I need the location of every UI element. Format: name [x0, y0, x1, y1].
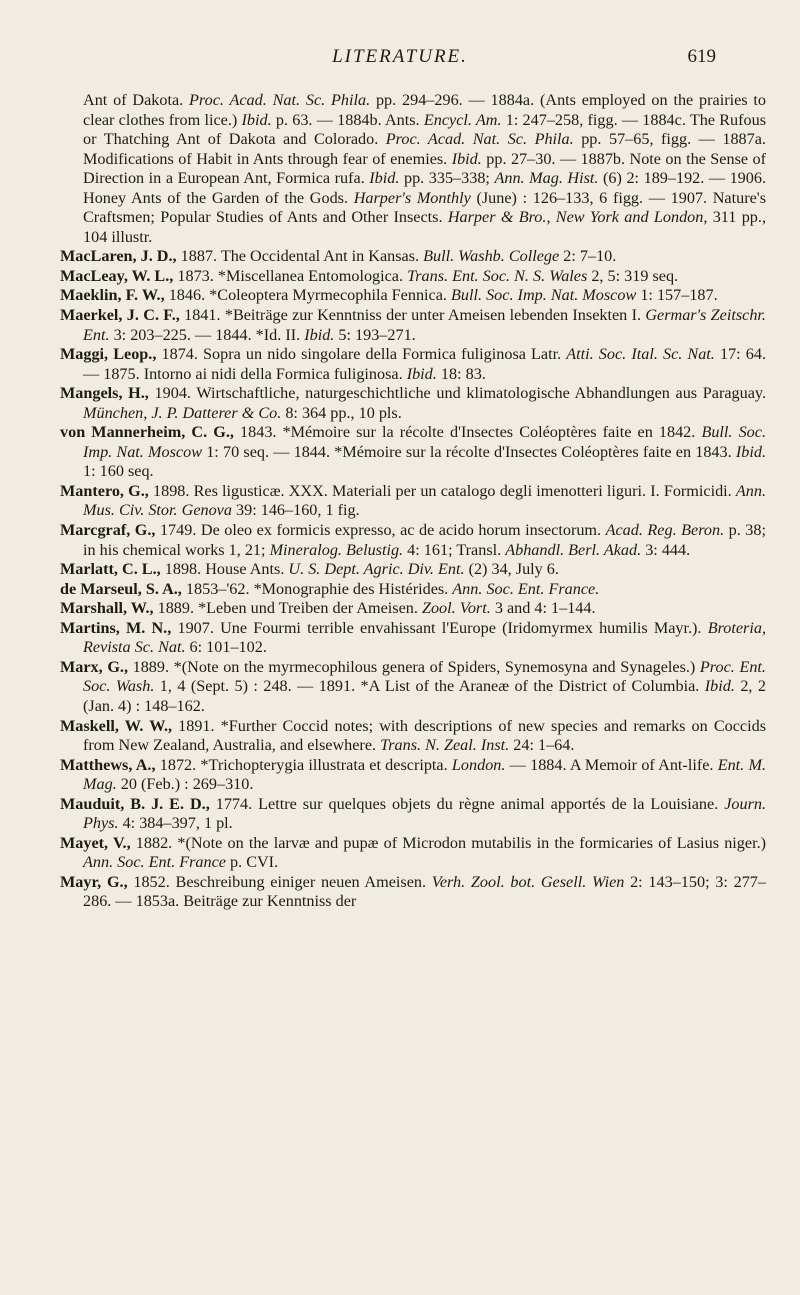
entry-source-title: Encycl. Am.: [423, 110, 502, 129]
entry-text: pp. 27–30. — 1887b. Note on the Sense of Direction in a European Ant, Formica rufa.: [83, 149, 766, 188]
entry-source-title: Trans. Ent. Soc. N. S. Wales: [407, 266, 588, 285]
entry-text: 1874. Sopra un nido singolare della Formica fuliginosa Latr.: [156, 345, 567, 364]
entry-source-title: Ann. Soc. Ent. France: [83, 853, 226, 872]
entry-text: 1843. *Mémoire sur la récolte d'Insectes Coléoptères faite en 1842.: [233, 423, 702, 442]
entry-source-title: Ibid.: [369, 169, 400, 188]
entry-text: 1: 160 seq.: [83, 462, 154, 481]
entry-source-title: Acad. Reg. Beron.: [605, 521, 725, 540]
entry-text: 1852. Beschreibung einiger neuen Ameisen.: [127, 872, 432, 891]
entry-text: pp. 294–296. — 1884a. (Ants employed on the prairies to clear clothes from lice.): [83, 91, 766, 129]
entry-text: 1889. *(Note on the myrmecophilous genera of Spiders, Synemosyna and Synageles.): [128, 657, 700, 676]
entry-source-title: Broteria, Revista Sc. Nat.: [83, 618, 766, 657]
entry-source-title: Ibid.: [241, 110, 272, 129]
entry-text: 1846. *Coleoptera Myrmecophila Fennica.: [164, 286, 452, 305]
entry-text: 311 pp., 104 illustr.: [83, 208, 766, 246]
entry-text: p. 63. — 1884b. Ants.: [271, 110, 424, 129]
entry-text: 2, 5: 319 seq.: [587, 266, 679, 285]
entry-author: Maerkel, J. C. F.,: [60, 306, 180, 325]
entry-text: pp. 57–65, figg. — 1887a. Modifications of Habit in Ants through fear of enemies.: [83, 130, 766, 168]
bibliography-entry: [60, 756, 766, 795]
bibliography-entry: [60, 521, 766, 560]
bibliography-entry: [60, 560, 766, 580]
entry-author: MacLeay, W. L.,: [60, 266, 174, 285]
entry-source-title: Ibid.: [735, 442, 766, 461]
entry-text: 1898. Res ligusticæ. XXX. Materiali per un catalogo degli imenotteri liguri. I. Formicidi.: [148, 481, 736, 500]
entry-text: (2) 34, July 6.: [464, 560, 559, 579]
entry-source-title: Proc. Ent. Soc. Wash.: [83, 657, 766, 696]
bibliography-entry: [60, 599, 766, 619]
bibliography-entry: [60, 658, 766, 717]
entry-source-title: Verh. Zool. bot. Gesell. Wien: [431, 872, 625, 891]
entry-source-title: Ibid.: [304, 325, 335, 344]
bibliography-entry: [60, 482, 766, 521]
entry-author: Marcgraf, G.,: [60, 521, 156, 540]
entry-source-title: London.: [451, 755, 506, 774]
entry-text: 1872. *Trichopterygia illustrata et descripta.: [155, 755, 452, 774]
entry-text: 24: 1–64.: [509, 736, 575, 755]
entry-text: 1: 157–187.: [636, 286, 718, 305]
entry-source-title: Harper's Monthly: [353, 188, 471, 207]
bibliography-entry: [60, 345, 766, 384]
bibliography-entry: [60, 717, 766, 756]
entry-author: Mangels, H.,: [60, 384, 149, 403]
entry-author: Maeklin, F. W.,: [60, 286, 165, 305]
entry-source-title: Bull. Soc. Imp. Nat. Moscow: [451, 286, 637, 305]
entry-text: 1898. House Ants.: [160, 560, 289, 579]
bibliography-entry: [60, 286, 766, 306]
entry-text: 4: 384–397, 1 pl.: [118, 814, 233, 833]
entry-author: MacLaren, J. D.,: [60, 247, 177, 266]
bibliography-entry: [60, 580, 766, 600]
entry-author: Mantero, G.,: [60, 481, 149, 500]
bibliography-entry: [60, 619, 766, 658]
bibliography-entry: [60, 423, 766, 482]
entry-text: 1889. *Leben und Treiben der Ameisen.: [153, 599, 422, 618]
entry-text: 1853–'62. *Monographie des Histérides.: [181, 579, 453, 598]
entry-text: 1904. Wirtschaftliche, naturgeschichtliche und klimatologische Abhandlungen aus Paraguay.: [148, 384, 766, 403]
entry-text: 2: 143–150; 3: 277–286. — 1853a. Beiträge zur Kenntniss der: [83, 872, 766, 911]
bibliography-entry: [60, 873, 766, 912]
entry-source-title: Ibid.: [704, 677, 735, 696]
entry-source-title: Proc. Acad. Nat. Sc. Phila.: [189, 91, 371, 109]
entry-text: 6: 101–102.: [185, 638, 267, 657]
entry-author: Martins, M. N.,: [60, 618, 172, 637]
entry-source-title: Ann. Mus. Civ. Stor. Genova: [83, 481, 767, 520]
page-header: [0, 46, 800, 76]
bibliography-entry: [60, 306, 766, 345]
entry-author: Maggi, Leop.,: [60, 345, 157, 364]
entry-author: von Mannerheim, C. G.,: [60, 423, 234, 442]
entry-text: p. 38; in his chemical works 1, 21;: [83, 521, 766, 559]
entry-text: 18: 83.: [436, 364, 486, 383]
entry-author: Matthews, A.,: [60, 755, 156, 774]
entry-text: 1907. Une Fourmi terrible envahissant l'Europe (Iridomyrmex humilis Mayr.).: [171, 618, 708, 637]
entry-author: Mayr, G.,: [60, 872, 128, 891]
entry-text: 1841. *Beiträge zur Kenntniss der unter Ameisen lebenden Insekten I.: [179, 306, 646, 325]
page-number: 619: [687, 46, 716, 67]
entry-text: 1749. De oleo ex formicis expresso, ac de acido horum insectorum.: [155, 521, 606, 540]
bibliography-list: [60, 91, 766, 912]
entry-source-title: Atti. Soc. Ital. Sc. Nat.: [566, 345, 715, 364]
entry-source-title: Abhandl. Berl. Akad.: [505, 540, 642, 559]
entry-source-title: München, J. P. Datterer & Co.: [83, 403, 282, 422]
entry-source-title: U. S. Dept. Agric. Div. Ent.: [288, 560, 465, 579]
entry-source-title: Ibid.: [406, 364, 437, 383]
entry-text: 1887. The Occidental Ant in Kansas.: [176, 247, 424, 266]
entry-source-title: Journ. Phys.: [83, 794, 767, 833]
entry-text: 3 and 4: 1–144.: [490, 599, 596, 618]
bibliography-entry: [60, 267, 766, 287]
entry-text: 20 (Feb.) : 269–310.: [116, 775, 254, 794]
entry-source-title: Ann. Soc. Ent. France.: [452, 579, 600, 598]
bibliography-entry: [60, 834, 766, 873]
entry-text: 1, 4 (Sept. 5) : 248. — 1891. *A List of the Araneæ of the District of Columbia.: [154, 677, 705, 696]
entry-text: 1774. Lettre sur quelques objets du règne animal apportés de la Louisiane.: [209, 794, 725, 813]
entry-author: Mauduit, B. J. E. D.,: [60, 794, 210, 813]
entry-author: Maskell, W. W.,: [60, 716, 173, 735]
bibliography-entry: [60, 384, 766, 423]
entry-author: Marlatt, C. L.,: [60, 560, 161, 579]
entry-text: p. CVI.: [225, 853, 279, 872]
entry-source-title: Proc. Acad. Nat. Sc. Phila.: [385, 130, 574, 149]
entry-source-title: Ann. Mag. Hist.: [494, 169, 599, 188]
running-title: LITERATURE.: [332, 46, 468, 67]
entry-author: Marx, G.,: [60, 657, 128, 676]
entry-text: 2: 7–10.: [559, 247, 617, 266]
entry-author: Mayet, V.,: [60, 833, 131, 852]
entry-text: — 1884. A Memoir of Ant-life.: [505, 755, 718, 774]
entry-source-title: Ibid.: [451, 149, 482, 168]
entry-text: (June) : 126–133, 6 figg. — 1907. Nature's Craftsmen; Popular Studies of Ants and Other Insects.: [83, 188, 766, 227]
entry-text: Ant of Dakota.: [83, 91, 190, 109]
bibliography-entry: [60, 91, 766, 247]
entry-source-title: Bull. Washb. College: [423, 247, 560, 266]
entry-text: 1873. *Miscellanea Entomologica.: [173, 266, 408, 285]
bibliography-entry: [60, 795, 766, 834]
entry-source-title: Harper & Bro., New York and London,: [447, 208, 708, 227]
entry-text: 1: 247–258, figg. — 1884c. The Rufous or Thatching Ant of Dakota and Colorado.: [83, 110, 766, 149]
entry-source-title: Bull. Soc. Imp. Nat. Moscow: [83, 423, 766, 461]
bibliography-entry: [60, 247, 766, 267]
entry-text: 1: 70 seq. — 1844. *Mémoire sur la récolte d'Insectes Coléoptères faite en 1843.: [202, 442, 736, 461]
entry-source-title: Ent. M. Mag.: [83, 755, 766, 794]
entry-author: de Marseul, S. A.,: [60, 579, 182, 598]
entry-text: pp. 335–338;: [399, 169, 495, 188]
entry-text: 1891. *Further Coccid notes; with descriptions of new species and remarks on Coccids from New Zealand, Australia, and elsewhere.: [83, 716, 766, 755]
entry-source-title: Trans. N. Zeal. Inst.: [380, 736, 510, 755]
entry-text: 8: 364 pp., 10 pls.: [281, 403, 402, 422]
entry-text: 4: 161; Transl.: [403, 540, 506, 559]
entry-text: 3: 203–225. — 1844. *Id. II.: [109, 325, 305, 344]
entry-source-title: Germar's Zeitschr. Ent.: [83, 306, 766, 344]
entry-text: 5: 193–271.: [334, 325, 416, 344]
entry-text: 2, 2 (Jan. 4) : 148–162.: [83, 677, 766, 715]
entry-text: 17: 64. — 1875. Intorno ai nidi della Formica fuliginosa.: [83, 345, 767, 383]
entry-text: 1882. *(Note on the larvæ and pupæ of Microdon mutabilis in the formicaries of Lasius niger.): [130, 833, 767, 852]
entry-text: 39: 146–160, 1 fig.: [231, 501, 360, 520]
entry-source-title: Mineralog. Belustig.: [269, 540, 404, 559]
entry-author: Marshall, W.,: [60, 599, 154, 618]
entry-text: 3: 444.: [641, 540, 691, 559]
entry-source-title: Zool. Vort.: [421, 599, 491, 618]
entry-text: (6) 2: 189–192. — 1906. Honey Ants of the Garden of the Gods.: [83, 169, 767, 207]
